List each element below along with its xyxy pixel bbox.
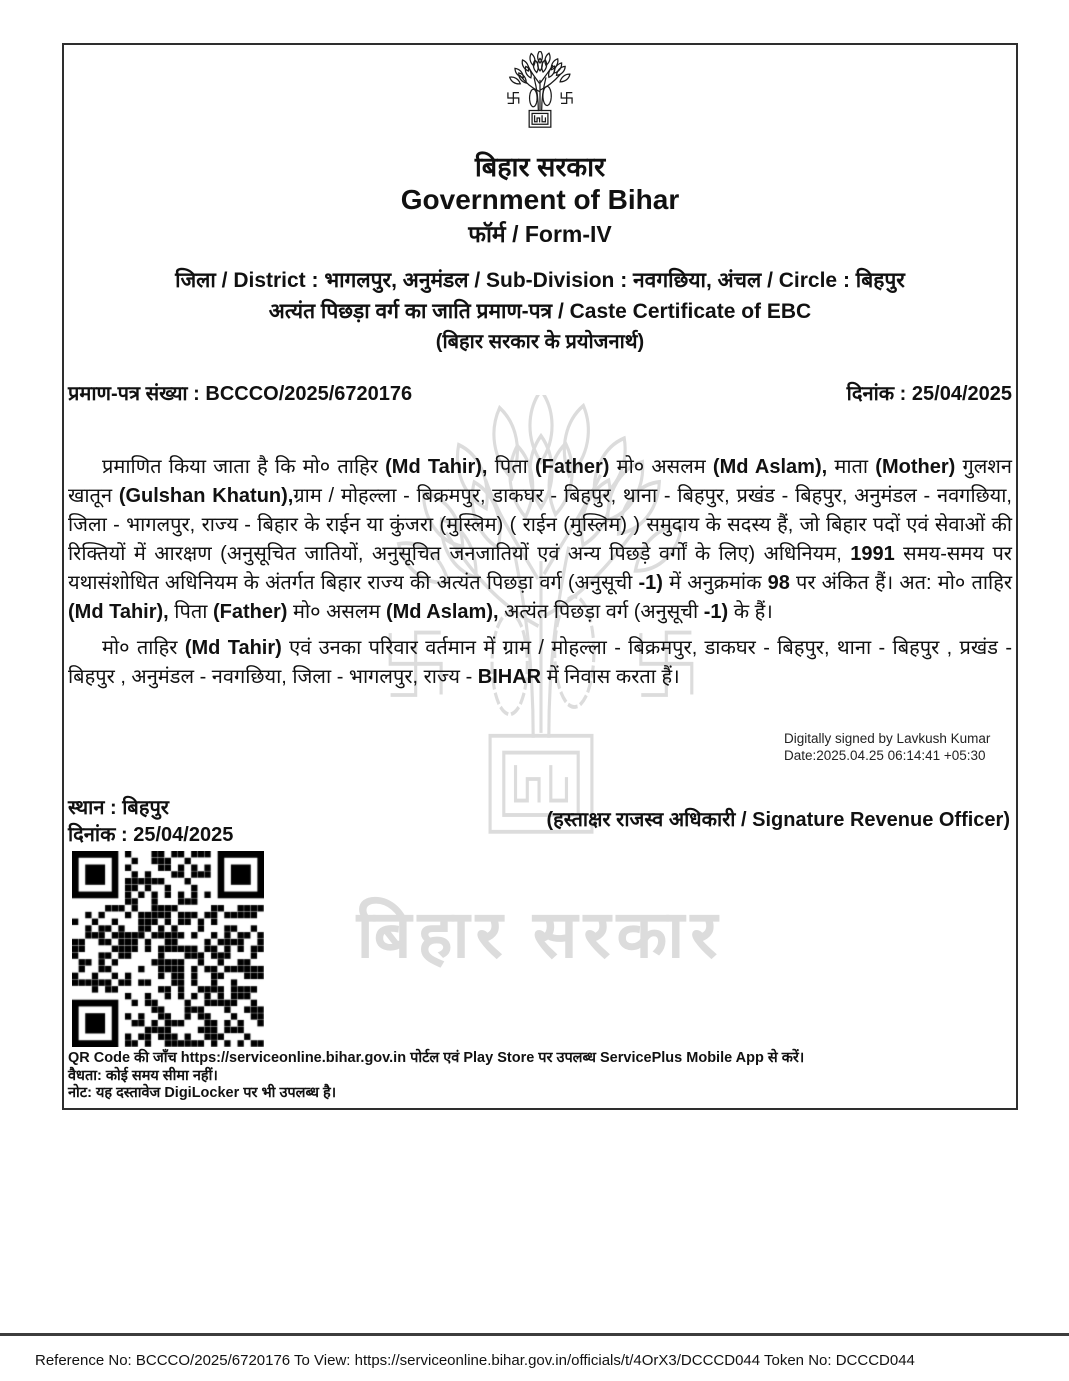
- digital-signature-block: [784, 730, 990, 764]
- certificate-title: अत्यंत पिछड़ा वर्ग का जाति प्रमाण-पत्र / Caste Certificate of EBC: [268, 300, 812, 323]
- place-line: [68, 795, 233, 822]
- note-digilocker: नोट: यह दस्तावेज DigiLocker पर भी उपलब्ध है।: [68, 1085, 337, 1101]
- certificate-border-box: [62, 43, 1018, 1110]
- issue-date: [847, 379, 1012, 406]
- note-qr-check: QR Code की जाँच https://serviceonline.bihar.gov.in पोर्टल एवं Play Store पर उपलब्ध ServicePlus Mobile App से करें।: [68, 1050, 805, 1066]
- certificate-purpose: (बिहार सरकार के प्रयोजनार्थ): [435, 331, 645, 353]
- digital-signature-line1: Digitally signed by Lavkush Kumar: [784, 731, 991, 746]
- qr-code-image: [72, 851, 264, 1047]
- date-value: 25/04/2025: [133, 824, 234, 846]
- issue-date-value: 25/04/2025: [911, 383, 1012, 405]
- place-value: बिहपुर: [122, 797, 169, 819]
- certificate-body-paragraph-1: प्रमाणित किया जाता है कि मो० ताहिर (Md Tahir), पिता (Father) मो० असलम (Md Aslam), माता (Mother) गुलशन खातून (Gulshan Khatun),ग्राम / मोहल्ला - बिक्रमपुर, डाकघर - बिहपुर, थाना - बिहपुर, प्रखंड - बिहपुर, अनुमंडल - नवगछिया, जिला - भागलपुर, राज्य - बिहार के राईन या कुंजरा (मुस्लिम) ( राईन (मुस्लिम) ) समुदाय के सदस्य हैं, जो बिहार पदों एवं सेवाओं की रिक्तियों में आरक्षण (अनुसूचित जातियों, अनुसूचित जनजातियों एवं अन्य पिछड़े वर्गों के लिए) अधिनियम, 1991 समय-समय पर यथासंशोधित अधिनियम के अंतर्गत बिहार राज्य की अत्यंत पिछड़ा वर्ग (अनुसूची -1) में अनुक्रमांक 98 पर अंकित हैं। अत: मो० ताहिर (Md Tahir), पिता (Father) मो० असलम (Md Aslam), अत्यंत पिछड़ा वर्ग (अनुसूची -1) के हैं।: [68, 456, 1013, 623]
- certificate-number: [68, 379, 412, 406]
- district-subdivision-circle-line: जिला / District : भागलपुर, अनुमंडल / Sub-Division : नवगछिया, अंचल / Circle : बिहपुर: [175, 269, 905, 292]
- qr-code: [72, 851, 264, 1047]
- certificate-body-paragraph-2: मो० ताहिर (Md Tahir) एवं उनका परिवार वर्तमान में ग्राम / मोहल्ला - बिक्रमपुर, डाकघर - बिहपुर, थाना - बिहपुर , प्रखंड - बिहपुर , अनुमंडल - नवगछिया, जिला - भागलपुर, राज्य - BIHAR में निवास करता हैं।: [68, 637, 1013, 688]
- government-name-hindi: बिहार सरकार: [474, 152, 606, 182]
- signature-officer-line: (हस्ताक्षर राजस्व अधिकारी / Signature Revenue Officer): [546, 809, 1010, 831]
- place-label: स्थान :: [68, 797, 123, 819]
- meta-row: [68, 379, 1012, 406]
- footer-notes: [68, 1050, 1012, 1103]
- issue-date-label: दिनांक :: [846, 383, 912, 405]
- certificate-number-value: BCCCO/2025/6720176: [205, 383, 413, 405]
- date-line: [68, 822, 233, 849]
- form-number: फॉर्म / Form-IV: [468, 221, 612, 247]
- place-date-block: [68, 795, 233, 849]
- watermark-text: बिहार सरकार: [356, 897, 724, 971]
- bottom-divider: [0, 1333, 1069, 1336]
- reference-line: Reference No: BCCCO/2025/6720176 To View: https://serviceonline.bihar.gov.in/officials/t/4OrX3/DCCCD044 Token No: DCCCD044: [35, 1352, 915, 1369]
- certificate-number-label: प्रमाण-पत्र संख्या :: [68, 383, 206, 405]
- date-label: दिनांक :: [68, 824, 134, 846]
- government-name-english: Government of Bihar: [400, 184, 680, 215]
- bihar-emblem-icon: [490, 51, 590, 140]
- note-validity: वैधता: कोई समय सीमा नहीं।: [68, 1067, 218, 1084]
- digital-signature-line2: Date:2025.04.25 06:14:41 +05:30: [784, 748, 986, 763]
